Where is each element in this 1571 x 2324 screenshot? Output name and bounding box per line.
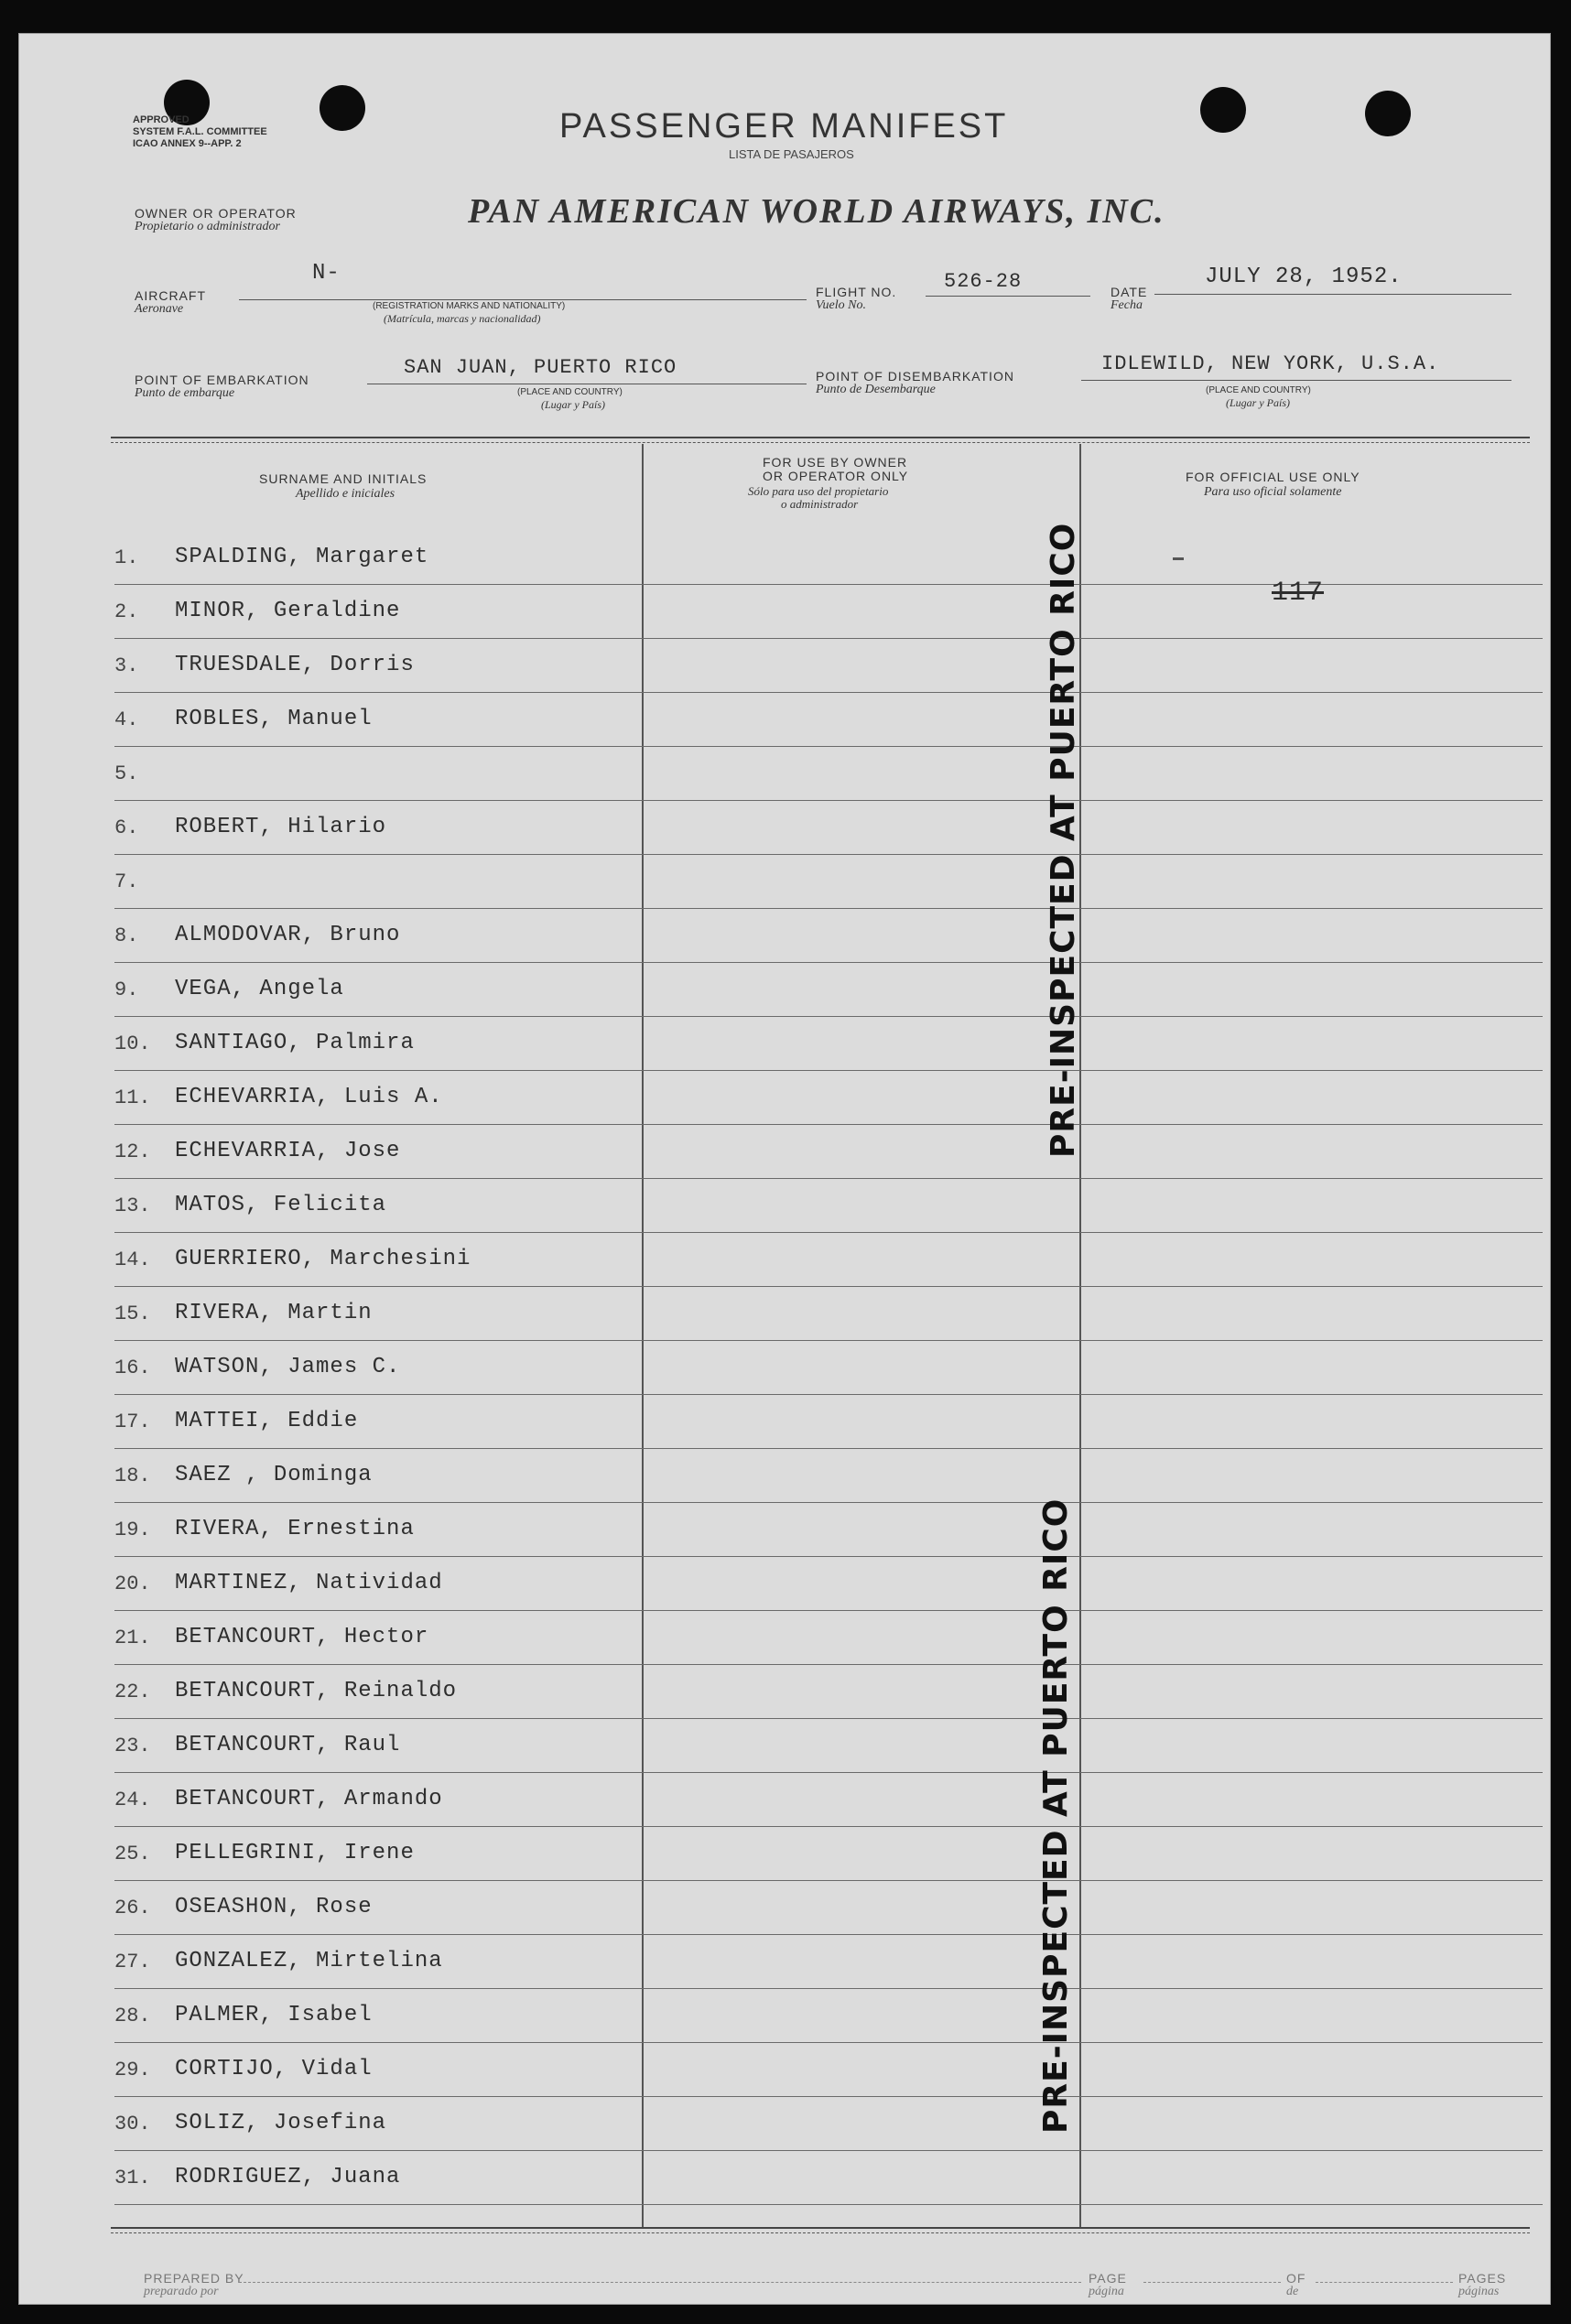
passenger-name: SPALDING, Margaret xyxy=(175,545,429,569)
row-number: 13. xyxy=(114,1194,151,1217)
page-title: PASSENGER MANIFEST xyxy=(559,107,1009,146)
row-number: 5. xyxy=(114,762,139,785)
disembarkation-note-es: (Lugar y País) xyxy=(1226,396,1290,409)
table-bottom-rule xyxy=(111,2227,1530,2229)
column-header-owner-2: OR OPERATOR ONLY xyxy=(763,469,909,483)
row-number: 9. xyxy=(114,978,139,1001)
official-tick xyxy=(1173,557,1184,560)
row-rule xyxy=(114,1070,1543,1071)
passenger-name: PALMER, Isabel xyxy=(175,2003,373,2027)
embarkation-label: POINT OF EMBARKATION xyxy=(135,373,309,387)
row-number: 15. xyxy=(114,1303,151,1325)
approval-line: ICAO ANNEX 9--APP. 2 xyxy=(133,138,242,149)
passenger-name: TRUESDALE, Dorris xyxy=(175,653,415,677)
row-number: 2. xyxy=(114,600,139,623)
passenger-name: MARTINEZ, Natividad xyxy=(175,1571,443,1595)
punch-hole xyxy=(320,85,365,131)
row-rule xyxy=(114,1934,1543,1935)
row-rule xyxy=(114,1502,1543,1503)
aircraft-label-es: Aeronave xyxy=(135,302,184,316)
row-number: 7. xyxy=(114,870,139,893)
row-number: 16. xyxy=(114,1357,151,1379)
row-rule xyxy=(114,1718,1543,1719)
pre-inspected-stamp: PRE-INSPECTED AT PUERTO RICO xyxy=(1045,522,1082,1158)
prepared-by-label-es: preparado por xyxy=(144,2285,219,2298)
passenger-name: PELLEGRINI, Irene xyxy=(175,1841,415,1865)
punch-hole xyxy=(1200,87,1246,133)
disembarkation-label: POINT OF DISEMBARKATION xyxy=(816,369,1014,384)
row-number: 12. xyxy=(114,1140,151,1163)
row-number: 30. xyxy=(114,2113,151,2135)
row-rule xyxy=(114,2096,1543,2097)
row-rule xyxy=(114,1286,1543,1287)
row-number: 27. xyxy=(114,1951,151,1973)
passenger-name: ALMODOVAR, Bruno xyxy=(175,923,401,947)
aircraft-note-es: (Matrícula, marcas y nacionalidad) xyxy=(384,312,541,325)
punch-hole xyxy=(1365,91,1411,136)
row-number: 11. xyxy=(114,1086,151,1109)
approval-line: SYSTEM F.A.L. COMMITTEE xyxy=(133,126,267,137)
row-rule xyxy=(114,1232,1543,1233)
row-number: 10. xyxy=(114,1032,151,1055)
row-rule xyxy=(114,1178,1543,1179)
row-rule xyxy=(114,1448,1543,1449)
row-number: 8. xyxy=(114,924,139,947)
row-number: 1. xyxy=(114,546,139,569)
column-divider xyxy=(642,444,644,2229)
pages-label: PAGES xyxy=(1458,2271,1507,2286)
passenger-name: ROBLES, Manuel xyxy=(175,707,373,731)
date-label-es: Fecha xyxy=(1111,298,1143,312)
of-label: OF xyxy=(1286,2271,1306,2286)
column-header-owner-es-2: o administrador xyxy=(781,497,859,511)
row-number: 18. xyxy=(114,1465,151,1487)
passenger-name: BETANCOURT, Reinaldo xyxy=(175,1679,458,1703)
owner-label: OWNER OR OPERATOR xyxy=(135,206,297,221)
page-subtitle: LISTA DE PASAJEROS xyxy=(729,147,854,161)
disembarkation-note: (PLACE AND COUNTRY) xyxy=(1206,385,1311,395)
row-number: 14. xyxy=(114,1248,151,1271)
row-rule xyxy=(114,1556,1543,1557)
owner-value: PAN AMERICAN WORLD AIRWAYS, INC. xyxy=(468,192,1165,231)
embarkation-note-es: (Lugar y País) xyxy=(541,398,605,411)
column-header-surname-es: Apellido e iniciales xyxy=(296,487,395,501)
row-number: 20. xyxy=(114,1573,151,1595)
row-rule xyxy=(114,1610,1543,1611)
row-rule xyxy=(114,1664,1543,1665)
passenger-name: WATSON, James C. xyxy=(175,1355,401,1379)
row-rule xyxy=(114,1340,1543,1341)
row-number: 28. xyxy=(114,2005,151,2027)
passenger-name: VEGA, Angela xyxy=(175,977,344,1001)
embarkation-value: SAN JUAN, PUERTO RICO xyxy=(404,356,677,379)
column-header-official-es: Para uso oficial solamente xyxy=(1204,485,1342,499)
column-header-owner-es-1: Sólo para uso del propietario xyxy=(748,484,889,498)
row-number: 17. xyxy=(114,1411,151,1433)
column-header-official: FOR OFFICIAL USE ONLY xyxy=(1186,470,1360,484)
passenger-name: MINOR, Geraldine xyxy=(175,599,401,623)
row-rule xyxy=(114,2042,1543,2043)
row-rule xyxy=(114,908,1543,909)
row-number: 22. xyxy=(114,1681,151,1703)
aircraft-label: AIRCRAFT xyxy=(135,288,206,303)
passenger-name: ECHEVARRIA, Luis A. xyxy=(175,1085,443,1109)
table-bottom-rule xyxy=(111,2232,1530,2233)
row-number: 21. xyxy=(114,1627,151,1649)
official-mark: 117 xyxy=(1272,578,1325,609)
row-number: 23. xyxy=(114,1735,151,1757)
flight-value: 526-28 xyxy=(944,270,1023,293)
flight-underline xyxy=(926,296,1090,297)
page-line xyxy=(1143,2282,1281,2283)
passenger-name: MATOS, Felicita xyxy=(175,1193,387,1217)
date-label: DATE xyxy=(1111,285,1148,299)
column-header-owner-1: FOR USE BY OWNER xyxy=(763,455,908,470)
row-rule xyxy=(114,962,1543,963)
row-number: 3. xyxy=(114,654,139,677)
row-rule xyxy=(114,692,1543,693)
row-rule xyxy=(114,1880,1543,1881)
passenger-name: RODRIGUEZ, Juana xyxy=(175,2165,401,2189)
pre-inspected-stamp: PRE-INSPECTED AT PUERTO RICO xyxy=(1037,1497,1075,2134)
row-rule xyxy=(114,800,1543,801)
disembarkation-underline xyxy=(1081,380,1511,381)
date-underline xyxy=(1154,294,1511,295)
passenger-name: GUERRIERO, Marchesini xyxy=(175,1247,471,1271)
passenger-name: BETANCOURT, Armando xyxy=(175,1787,443,1811)
disembarkation-value: IDLEWILD, NEW YORK, U.S.A. xyxy=(1101,352,1440,375)
of-line xyxy=(1316,2282,1453,2283)
row-rule xyxy=(114,746,1543,747)
passenger-name: SOLIZ, Josefina xyxy=(175,2111,387,2135)
row-rule xyxy=(114,854,1543,855)
passenger-name: ECHEVARRIA, Jose xyxy=(175,1139,401,1163)
embarkation-label-es: Punto de embarque xyxy=(135,386,235,400)
approval-block xyxy=(133,114,267,150)
row-rule xyxy=(114,1394,1543,1395)
row-number: 4. xyxy=(114,708,139,731)
table-top-rule xyxy=(111,437,1530,438)
row-number: 6. xyxy=(114,816,139,839)
date-value: JULY 28, 1952. xyxy=(1205,265,1403,289)
row-number: 29. xyxy=(114,2059,151,2081)
passenger-name: RIVERA, Ernestina xyxy=(175,1517,415,1541)
aircraft-underline xyxy=(239,299,807,300)
passenger-name: ROBERT, Hilario xyxy=(175,815,387,839)
page-label-es: página xyxy=(1089,2285,1124,2298)
passenger-name: RIVERA, Martin xyxy=(175,1301,373,1325)
passenger-name: BETANCOURT, Raul xyxy=(175,1733,401,1757)
embarkation-note: (PLACE AND COUNTRY) xyxy=(517,387,623,397)
flight-label-es: Vuelo No. xyxy=(816,298,866,312)
passenger-name: MATTEI, Eddie xyxy=(175,1409,359,1433)
row-number: 26. xyxy=(114,1897,151,1919)
owner-label-es: Propietario o administrador xyxy=(135,220,280,233)
page-label: PAGE xyxy=(1089,2271,1127,2286)
row-rule xyxy=(114,584,1543,585)
row-rule xyxy=(114,1016,1543,1017)
passenger-name: SANTIAGO, Palmira xyxy=(175,1031,415,1055)
row-number: 19. xyxy=(114,1519,151,1541)
row-number: 25. xyxy=(114,1843,151,1865)
row-rule xyxy=(114,1826,1543,1827)
manifest-sheet xyxy=(18,33,1551,2305)
flight-label: FLIGHT NO. xyxy=(816,285,897,299)
approval-line: APPROVED xyxy=(133,114,190,125)
column-header-surname: SURNAME AND INITIALS xyxy=(259,471,428,486)
row-rule xyxy=(114,1988,1543,1989)
prepared-by-label: PREPARED BY xyxy=(144,2271,244,2286)
aircraft-value: N- xyxy=(312,261,341,286)
disembarkation-label-es: Punto de Desembarque xyxy=(816,383,936,396)
row-number: 24. xyxy=(114,1789,151,1811)
passenger-name: BETANCOURT, Hector xyxy=(175,1625,429,1649)
passenger-name: CORTIJO, Vidal xyxy=(175,2057,373,2081)
row-rule xyxy=(114,1124,1543,1125)
passenger-name: OSEASHON, Rose xyxy=(175,1895,373,1919)
passenger-name: SAEZ , Dominga xyxy=(175,1463,373,1487)
row-rule xyxy=(114,2150,1543,2151)
row-rule xyxy=(114,1772,1543,1773)
row-rule xyxy=(114,2204,1543,2205)
table-top-rule xyxy=(111,442,1530,443)
passenger-name: GONZALEZ, Mirtelina xyxy=(175,1949,443,1973)
prepared-by-line xyxy=(239,2282,1081,2283)
of-label-es: de xyxy=(1286,2285,1299,2298)
row-number: 31. xyxy=(114,2167,151,2189)
row-rule xyxy=(114,638,1543,639)
pages-label-es: páginas xyxy=(1458,2285,1500,2298)
aircraft-note: (REGISTRATION MARKS AND NATIONALITY) xyxy=(373,301,566,311)
